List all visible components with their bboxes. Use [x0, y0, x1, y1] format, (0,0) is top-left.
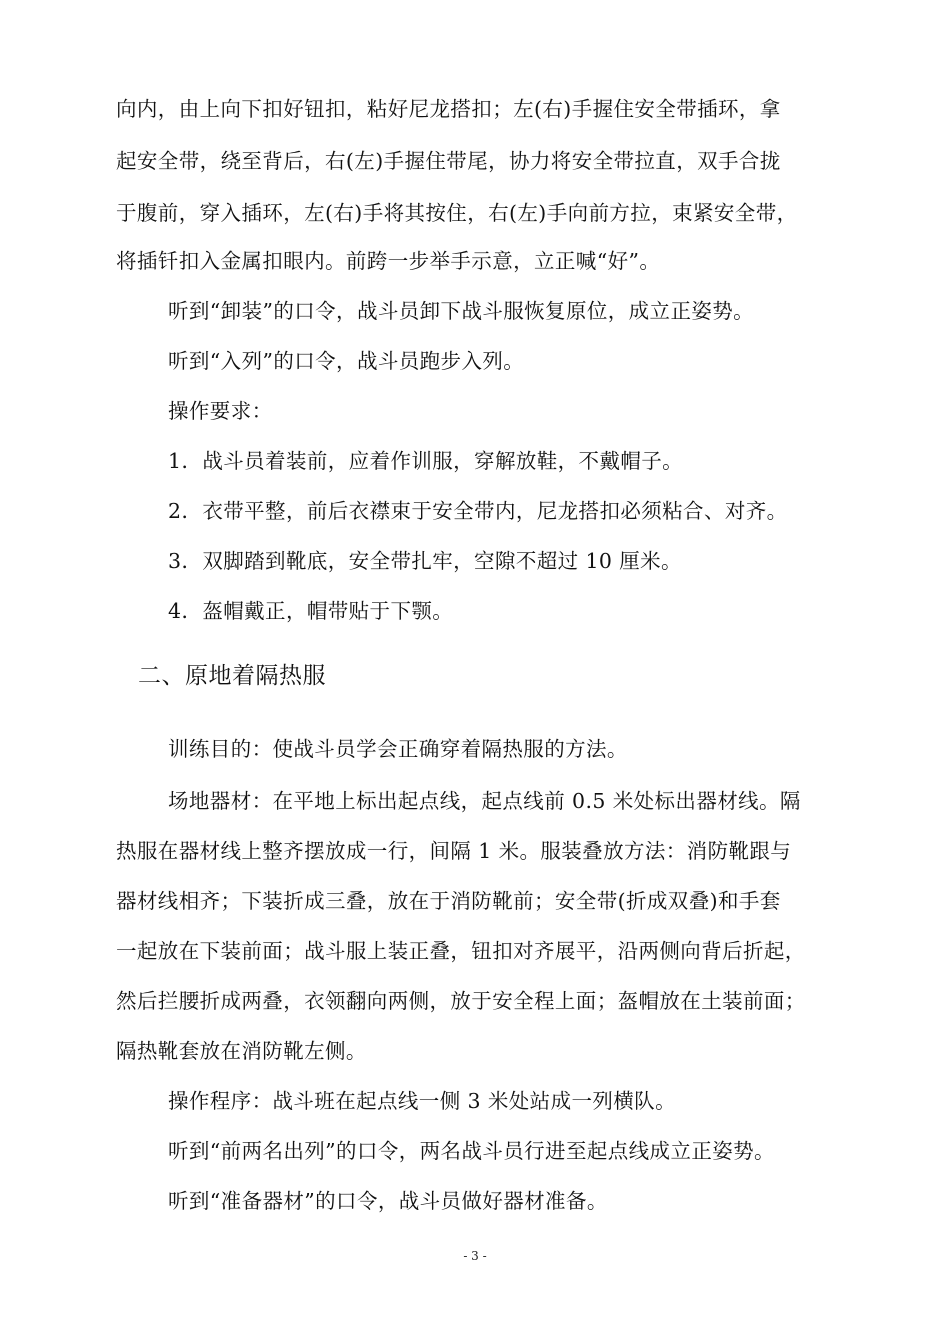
- requirement-item: 4．盔帽戴正，帽带贴于下颚。: [168, 599, 454, 623]
- section-heading: 二、原地着隔热服: [138, 663, 326, 689]
- fall-in-paragraph: 听到“入列”的口令，战斗员跑步入列。: [168, 349, 525, 373]
- equipment-line: 然后拦腰折成两叠，衣领翻向两侧，放于安全程上面；盔帽放在土装前面；: [116, 989, 806, 1013]
- paragraph-line: 起安全带，绕至背后，右(左)手握住带尾，协力将安全带拉直，双手合拢: [116, 149, 781, 173]
- equipment-line: 场地器材：在平地上标出起点线，起点线前 0.5 米处标出器材线。隔: [168, 789, 801, 813]
- paragraph-line: 于腹前，穿入插环，左(右)手将其按住，右(左)手向前方拉，束紧安全带，: [116, 201, 798, 225]
- procedure-paragraph: 操作程序：战斗班在起点线一侧 3 米处站成一列横队。: [168, 1089, 676, 1113]
- requirement-item: 3．双脚踏到靴底，安全带扎牢，空隙不超过 10 厘米。: [168, 549, 682, 573]
- front-two-paragraph: 听到“前两名出列”的口令，两名战斗员行进至起点线成立正姿势。: [168, 1139, 775, 1163]
- equipment-line: 热服在器材线上整齐摆放成一行，间隔 1 米。服装叠放方法：消防靴跟与: [116, 839, 792, 863]
- requirement-item: 1．战斗员着装前，应着作训服，穿解放鞋，不戴帽子。: [168, 449, 684, 473]
- requirement-item: 2．衣带平整，前后衣襟束于安全带内，尼龙搭扣必须粘合、对齐。: [168, 499, 788, 523]
- unload-paragraph: 听到“卸装”的口令，战斗员卸下战斗服恢复原位，成立正姿势。: [168, 299, 755, 323]
- training-purpose: 训练目的：使战斗员学会正确穿着隔热服的方法。: [168, 737, 628, 761]
- equipment-line: 器材线相齐；下装折成三叠，放在于消防靴前；安全带(折成双叠)和手套: [116, 889, 781, 913]
- equipment-line: 一起放在下装前面；战斗服上装正叠，钮扣对齐展平，沿两侧向背后折起，: [116, 939, 806, 963]
- page-number: - 3 -: [463, 1249, 487, 1263]
- paragraph-line: 向内，由上向下扣好钮扣，粘好尼龙搭扣；左(右)手握住安全带插环，拿: [116, 97, 781, 121]
- requirements-title: 操作要求：: [168, 399, 273, 423]
- prepare-paragraph: 听到“准备器材”的口令，战斗员做好器材准备。: [168, 1189, 608, 1213]
- paragraph-line: 将插钎扣入金属扣眼内。前跨一步举手示意，立正喊“好”。: [116, 249, 661, 273]
- equipment-line: 隔热靴套放在消防靴左侧。: [116, 1039, 367, 1063]
